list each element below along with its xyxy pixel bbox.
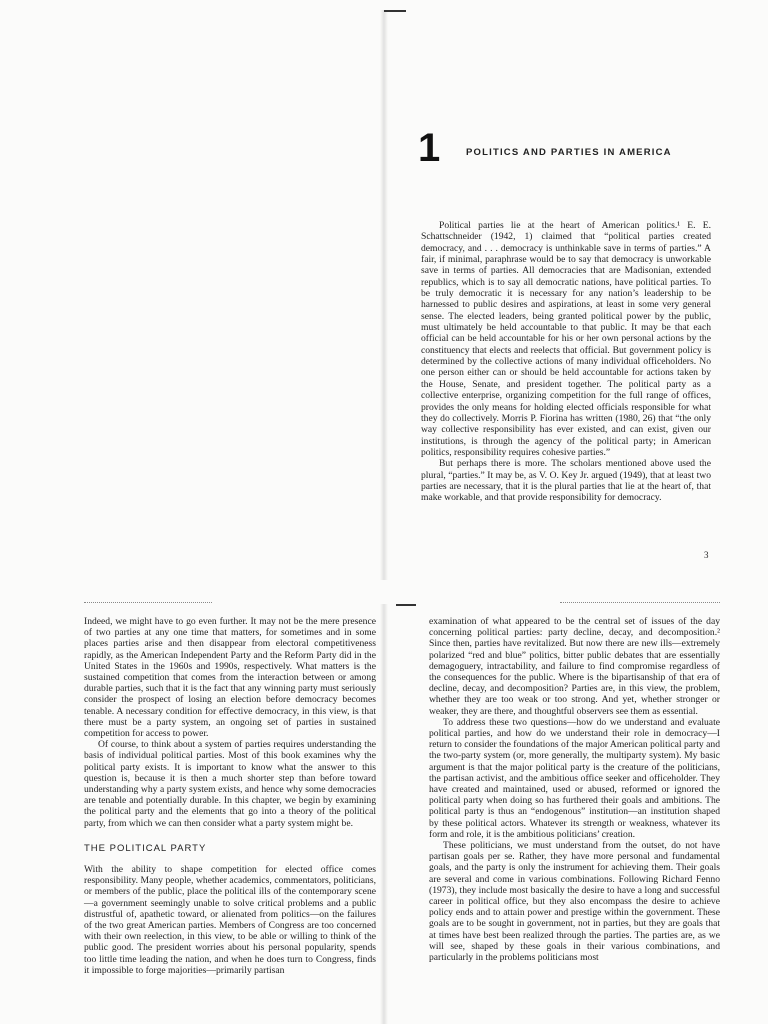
paragraph: With the ability to shape competition for elected office comes responsibility. Many people, whether academics, commentators, politicians, or members of the public, place the political ills of the contemporary scene—a government seemingly unable to solve critical problems and a public distrustful of, apathetic toward, or alienated from politics—on the failures of the two great American parties. Members of Congress are too concerned with their own reelection, in this view, to be able or willing to think of the public good. The president worries about his personal popularity, spends too little time leading the nation, and when he does turn to Congress, finds it impossible to forge majorities—primarily partisan [84, 864, 376, 976]
binding-gutter-bottom [380, 604, 388, 1024]
page-number: 3 [704, 550, 709, 560]
paragraph: But perhaps there is more. The scholars mentioned above used the plural, “parties.” It may be, as V. O. Key Jr. argued (1949), that at least two parties are necessary, that it is the plural parties that lie at the heart of, that make workable, and that provide responsibility for democracy. [421, 458, 711, 504]
chapter-opening-text [421, 220, 711, 504]
paragraph: examination of what appeared to be the central set of issues of the day concerning political parties: party decline, decay, and decomposition.² Since then, parties have revitalized. But now there are new ills—extremely polarized “red and blue” politics, bitter public debates that are essentially demagoguery, intractability, and failure to find compromise regardless of the consequences for the public. Where is the bipartisanship of that era of decline, decay, and decomposition? Parties are, in this view, the problem, whether they are too weak or too strong. And yet, whether stronger or weaker, they are there, and thoughtful observers see them as essential. [429, 616, 720, 717]
paragraph: Of course, to think about a system of parties requires understanding the basis of individual political parties. Most of this book examines why the political party exists. It is important to know what the answer to this question is, because it is then a much shorter step than before toward understanding why a party system exists, and hence why some democracies are tenable and potentially durable. In this chapter, we begin by examining the political party and the elements that go into a theory of the political party, from which we can then consider what a party system might be. [84, 739, 376, 829]
cut-running-header-left [84, 597, 212, 603]
binding-gutter-top [380, 10, 388, 580]
chapter-number: 1 [418, 126, 441, 170]
paragraph: To address these two questions—how do we understand and evaluate political parties, and how do we understand their role in democracy—I return to consider the foundations of the major American political party and the two-party system (or, more generally, the multiparty system). My basic argument is that the major political party is the creature of the politicians, the partisan activist, and the ambitious office seeker and officeholder. They have created and maintained, used or abused, reformed or ignored the political party when doing so has furthered their goals and ambitions. The political party is thus an “endogenous” institution—an institution shaped by these political actors. Whatever its strength or weakness, whatever its form and role, it is the ambitious politicians’ creation. [429, 716, 720, 840]
page-corner-mark [396, 604, 416, 606]
section-heading: THE POLITICAL PARTY [84, 842, 207, 854]
paragraph: These politicians, we must understand from the outset, do not have partisan goals per se. Rather, they have more personal and fundamental goals, and the party is only the instrument for achieving them. Their goals are several and come in various combinations. Following Richard Fenno (1973), they include most basically the desire to have a long and successful career in political office, but they also encompass the desire to achieve policy ends and to attain power and prestige within the government. These goals are to be sought in government, not in parties, but they are goals that at times have best been realized through the parties. The parties are, as we will see, shaped by these goals in their various combinations, and particularly in the problems politicians most [429, 840, 720, 964]
right-page-column [429, 616, 720, 963]
paragraph: Indeed, we might have to go even further. It may not be the mere presence of two parties at any one time that matters, for sometimes and in some places parties arise and then disappear from electoral competitiveness rapidly, as the American Independent Party and the Reform Party did in the United States in the 1960s and 1990s, respectively. What matters is the sustained competition that comes from the interaction between or among durable parties, such that it is the fact that any winning party must seriously consider the prospect of losing an election before democracy becomes tenable. A necessary condition for effective democracy, in this view, is that there must be a party system, an ongoing set of parties in sustained competition for access to power. [84, 616, 376, 740]
chapter-title: POLITICS AND PARTIES IN AMERICA [466, 147, 672, 158]
cut-running-header-right [560, 597, 720, 603]
page-corner-mark [384, 10, 406, 12]
left-page-column [84, 616, 376, 976]
paragraph: Political parties lie at the heart of American politics.¹ E. E. Schattschneider (1942, 1) claimed that “political parties created democracy, and . . . democracy is unthinkable save in terms of parties.” A fair, if minimal, paraphrase would be to say that democracy is unworkable save in terms of parties. All democracies that are Madisonian, extended republics, which is to say all democratic nations, have political parties. To be truly democratic it is necessary for any nation’s leadership to be harnessed to public desires and aspirations, at least in some very general sense. The elected leaders, being granted political power by the public, must ultimately be held accountable to that public. It may be that each official can be held accountable for his or her own personal actions by the constituency that elects and reelects that official. But government policy is determined by the collective actions of many individual officeholders. No one person either can or should be held accountable for actions taken by the House, Senate, and president together. The political party as a collective enterprise, organizing competition for the full range of offices, provides the only means for holding elected officials responsible for what they do collectively. Morris P. Fiorina has written (1980, 26) that “the only way collective responsibility has ever existed, and can exist, given our institutions, is through the agency of the political party; in American politics, responsibility requires cohesive parties.” [421, 220, 711, 458]
